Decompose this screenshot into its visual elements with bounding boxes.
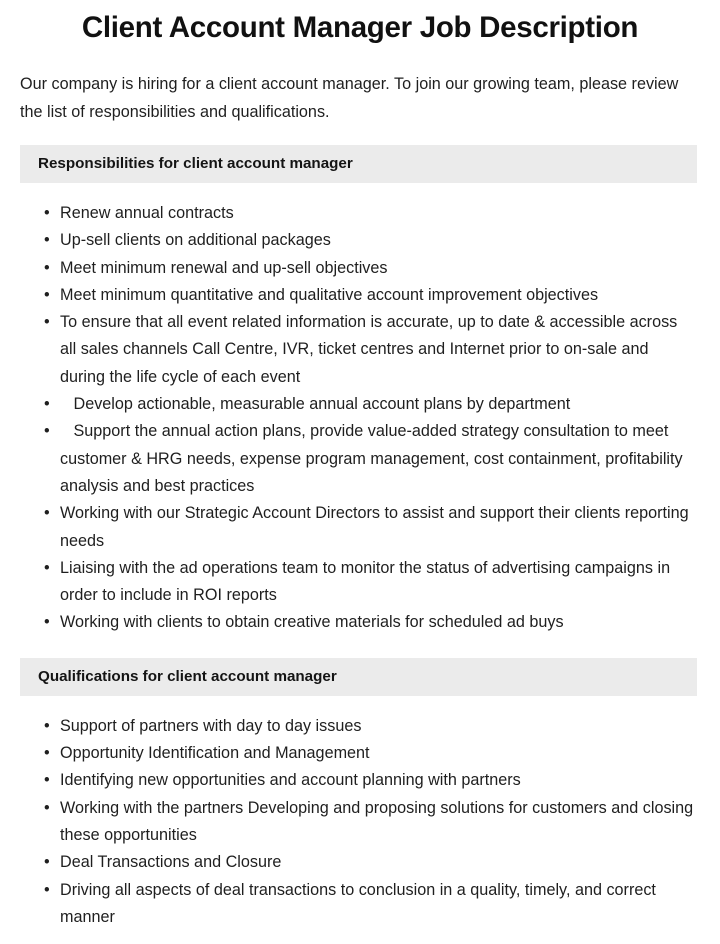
list-item: • Meet minimum renewal and up-sell objectives (60, 255, 696, 282)
section-header-responsibilities: Responsibilities for client account manager (20, 145, 697, 183)
list-item: • Opportunity Identification and Management (60, 740, 696, 767)
list-item: • Identifying new opportunities and account planning with partners (60, 767, 696, 794)
intro-paragraph: Our company is hiring for a client account manager. To join our growing team, please review the list of responsibilities and qualifications. (20, 75, 679, 121)
list-item: • Support of partners with day to day issues (60, 713, 696, 740)
list-item: • Deal Transactions and Closure (60, 849, 696, 876)
list-item: • Up-sell clients on additional packages (60, 227, 696, 254)
list-item: • Support the annual action plans, provide value-added strategy consultation to meet customer & HRG needs, expense program management, cost containment, profitability analysis and best practices (60, 418, 696, 500)
responsibilities-list (0, 183, 720, 637)
list-item: • Working with the partners Developing and proposing solutions for customers and closing these opportunities (60, 795, 696, 850)
list-item: • Driving all aspects of deal transactions to conclusion in a quality, timely, and correct manner (60, 877, 696, 932)
page-title: Client Account Manager Job Description (81, 11, 639, 44)
list-item: • Liaising with the ad operations team to monitor the status of advertising campaigns in order to include in ROI reports (60, 555, 696, 610)
list-item: • Renew annual contracts (60, 200, 696, 227)
list-item: • Develop actionable, measurable annual account plans by department (60, 391, 696, 418)
section-qualifications (0, 637, 720, 931)
qualifications-list (0, 696, 720, 931)
list-item: • Meet minimum quantitative and qualitative account improvement objectives (60, 282, 696, 309)
section-responsibilities (0, 126, 720, 637)
section-header-qualifications: Qualifications for client account manager (20, 658, 697, 696)
list-item: • To ensure that all event related information is accurate, up to date & accessible across all sales channels Call Centre, IVR, ticket centres and Internet prior to on-sale and during the life cycle of each event (60, 309, 696, 391)
list-item: • Working with clients to obtain creative materials for scheduled ad buys (60, 609, 696, 636)
list-item: • Working with our Strategic Account Directors to assist and support their clients reporting needs (60, 500, 696, 555)
